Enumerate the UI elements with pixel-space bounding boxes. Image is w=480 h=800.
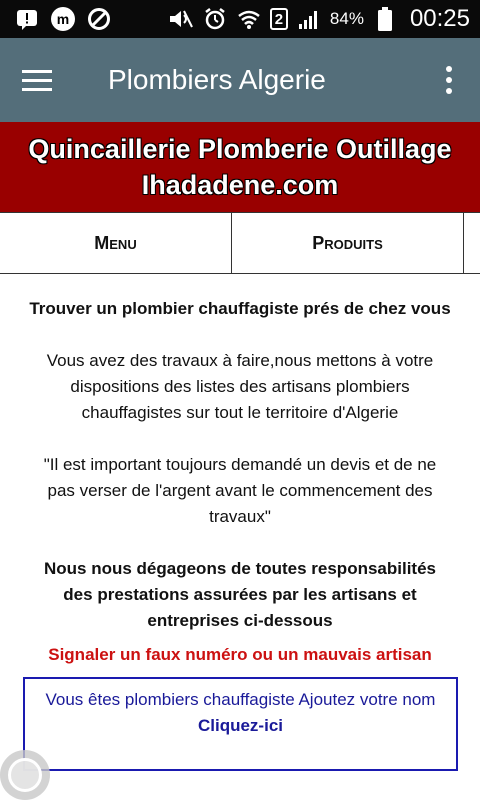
disclaimer-paragraph: Nous nous dégageons de toutes responsabilités des prestations assurées par les artisans et entreprises ci-dessous bbox=[43, 559, 436, 630]
tab-overflow-edge[interactable] bbox=[464, 213, 480, 273]
status-bar bbox=[0, 0, 480, 38]
banner-line-1: Quincaillerie Plomberie Outillage bbox=[28, 134, 452, 164]
overflow-menu-icon[interactable] bbox=[444, 60, 454, 100]
m-app-icon bbox=[50, 6, 76, 32]
intro-paragraph: Vous avez des travaux à faire,nous mettons à votre dispositions des listes des artisans plombiers chauffagistes sur tout le territoire d'Algerie bbox=[46, 351, 434, 422]
add-artisan-link[interactable]: Cliquez-ici bbox=[197, 716, 283, 735]
add-artisan-box bbox=[23, 677, 458, 771]
app-title: Plombiers Algerie bbox=[108, 64, 326, 95]
alarm-icon bbox=[202, 6, 228, 32]
assistive-touch-button[interactable] bbox=[0, 750, 50, 800]
status-bar-right-icons bbox=[168, 5, 480, 33]
content-heading: Trouver un plombier chauffagiste prés de chez vous bbox=[29, 299, 451, 318]
clock-time: 00:25 bbox=[409, 5, 470, 32]
nav-tabs bbox=[0, 212, 480, 274]
mute-icon bbox=[168, 6, 194, 32]
banner-line-2: Ihadadene.com bbox=[141, 170, 339, 200]
sim-2-icon: 2 bbox=[270, 8, 288, 30]
advice-paragraph: "Il est important toujours demandé un devis et de ne pas verser de l'argent avant le commencement des travaux" bbox=[43, 455, 437, 526]
blocked-icon bbox=[86, 6, 112, 32]
add-artisan-text: Vous êtes plombiers chauffagiste Ajoutez votre nom bbox=[45, 690, 436, 709]
site-banner bbox=[0, 122, 480, 212]
signal-icon bbox=[296, 6, 322, 32]
hamburger-menu-icon[interactable] bbox=[22, 60, 62, 100]
notification-icon bbox=[14, 6, 40, 32]
tab-produits[interactable]: Produits bbox=[232, 213, 464, 273]
tab-menu[interactable]: Menu bbox=[0, 213, 232, 273]
app-bar bbox=[0, 38, 480, 122]
wifi-icon bbox=[236, 6, 262, 32]
assistive-touch-icon bbox=[8, 758, 42, 792]
battery-icon bbox=[372, 6, 398, 32]
battery-percent: 84% bbox=[329, 9, 364, 28]
status-bar-left-icons bbox=[0, 6, 112, 32]
main-content bbox=[0, 296, 480, 668]
svg-text:m: m bbox=[56, 11, 70, 27]
report-link[interactable]: Signaler un faux numéro ou un mauvais artisan bbox=[48, 645, 432, 664]
